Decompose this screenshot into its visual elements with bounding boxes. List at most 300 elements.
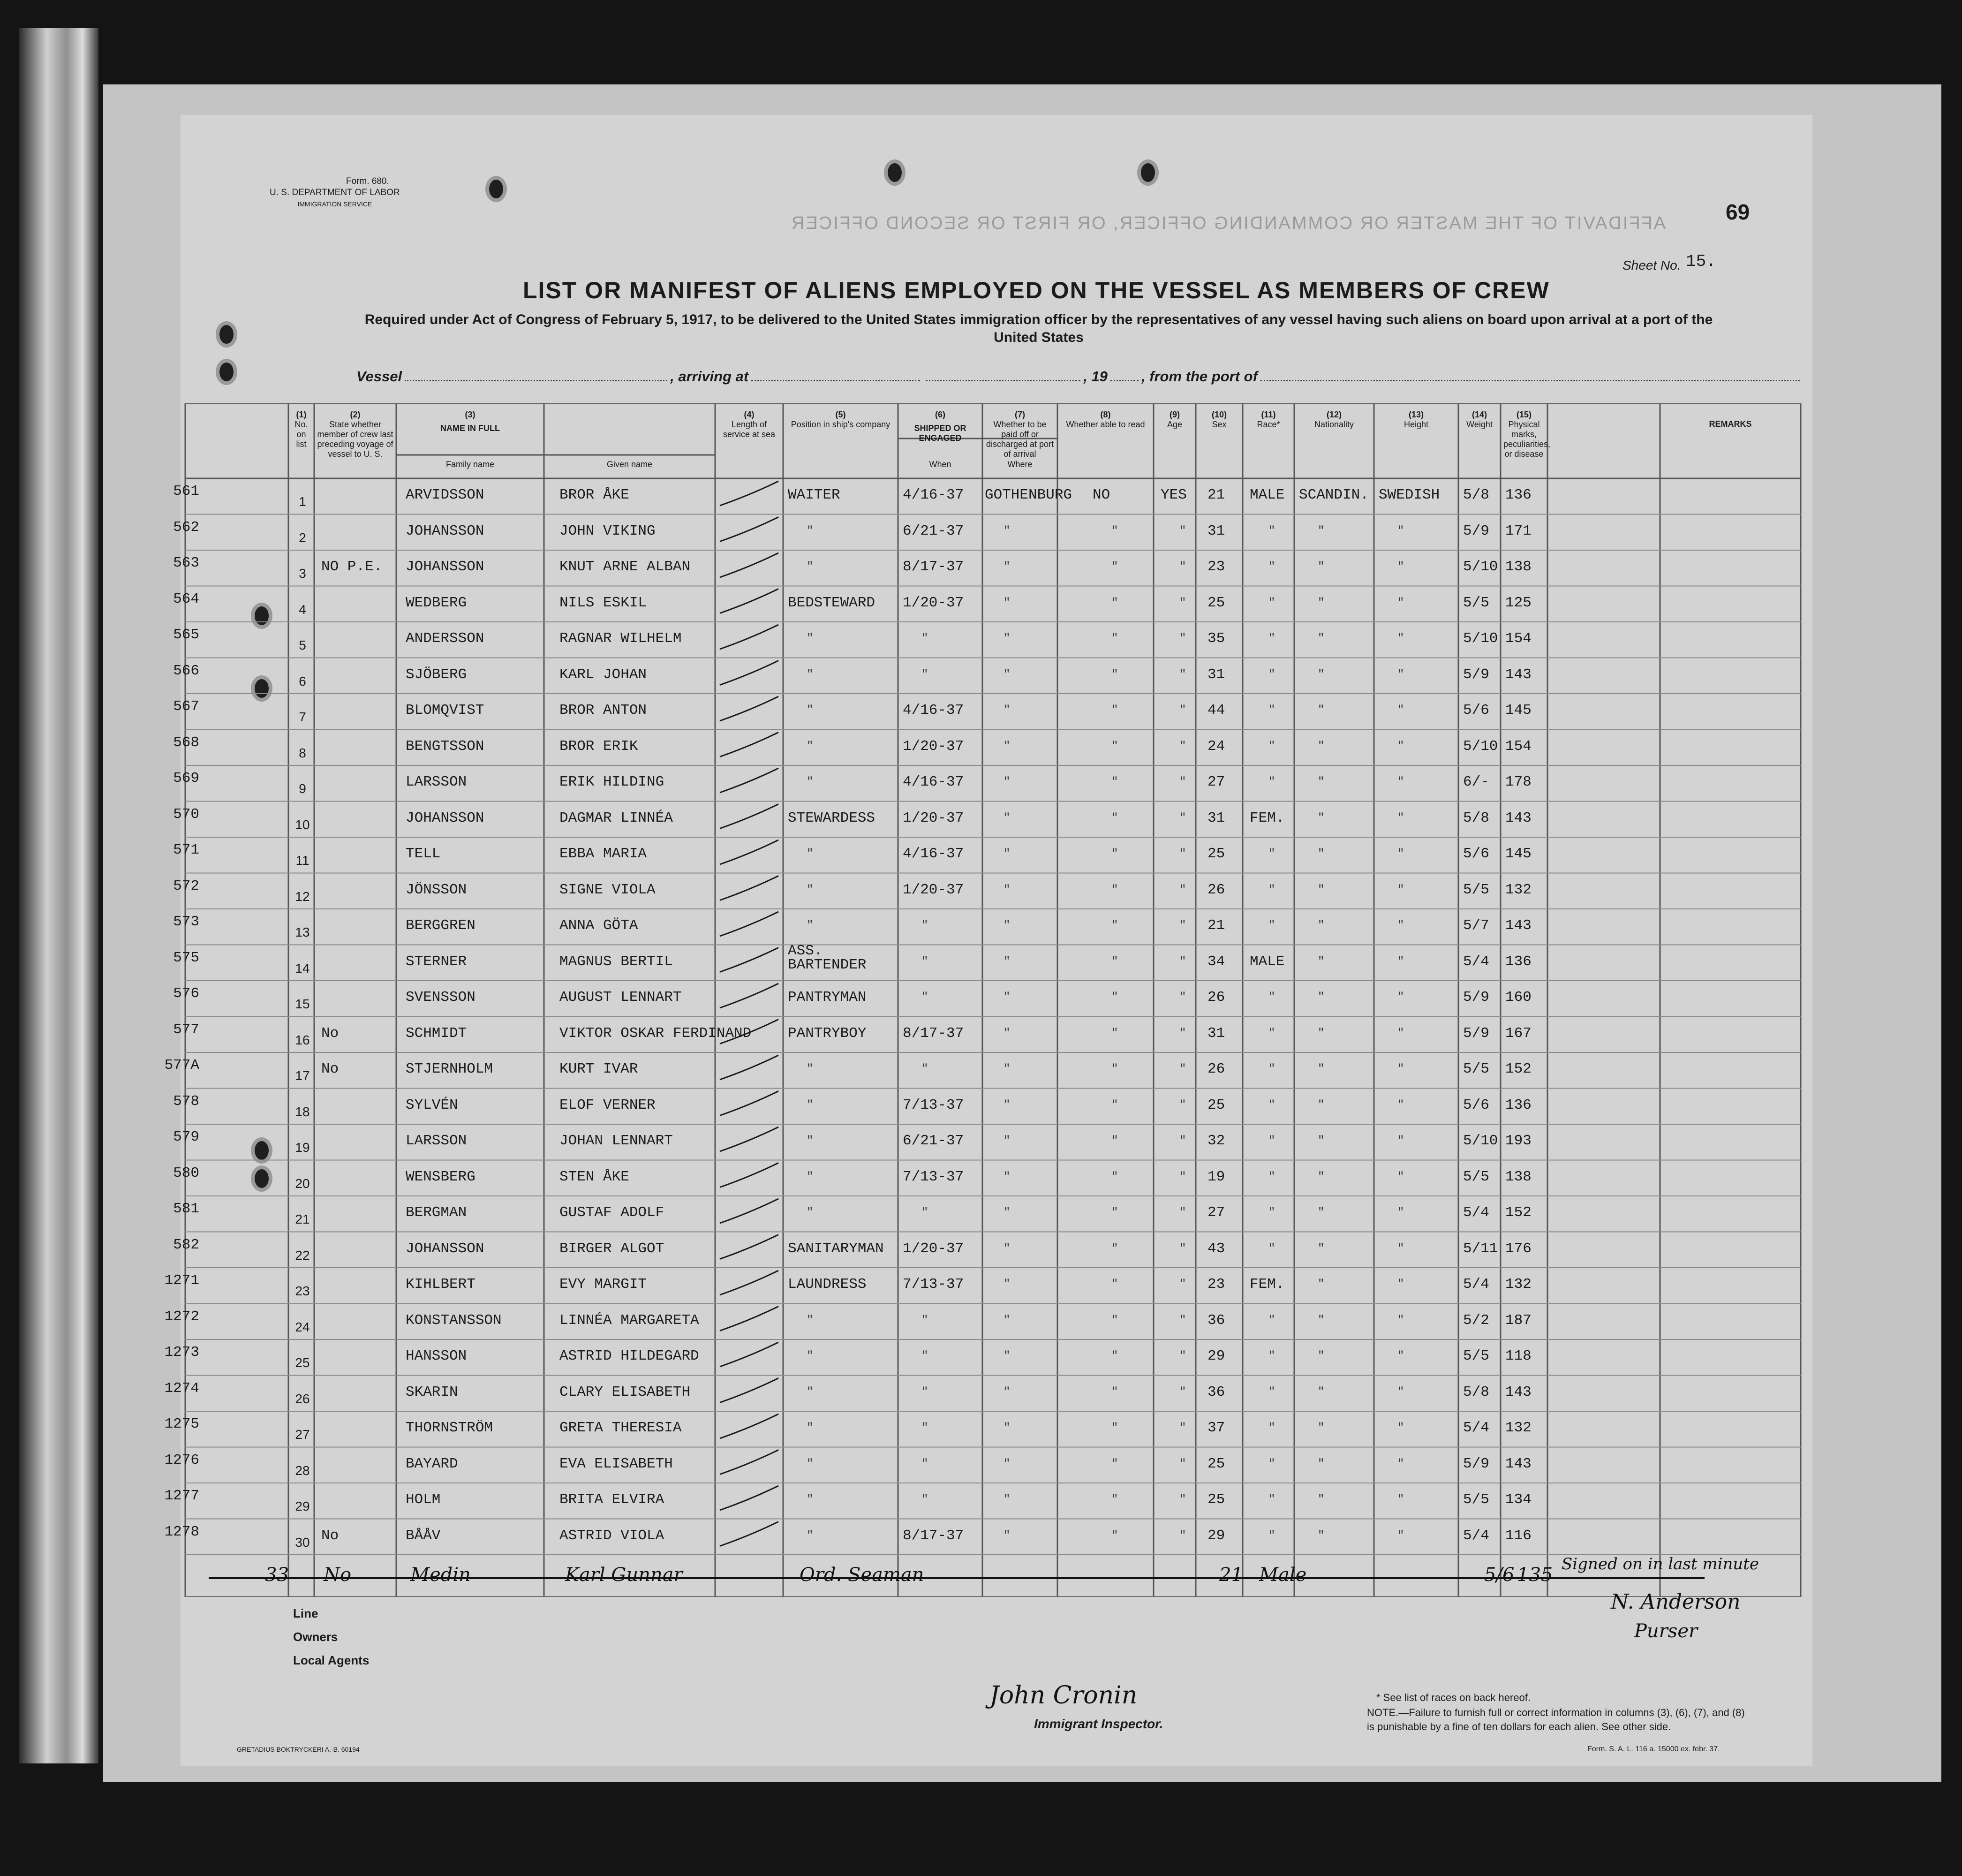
nationality-cell: " <box>1397 955 1404 968</box>
check-mark <box>720 553 778 577</box>
nationality-cell: " <box>1397 776 1404 788</box>
sex-cell: " <box>1268 1206 1275 1219</box>
family-name-cell: SCHMIDT <box>406 1025 467 1042</box>
row-number: 21 <box>295 1212 310 1226</box>
left-margin-number: 579 <box>173 1129 199 1145</box>
height-cell: 5/5 <box>1463 1168 1489 1185</box>
shipped-where-cell: " <box>1004 883 1011 896</box>
left-margin-number: 1278 <box>164 1523 199 1540</box>
manifest-sheet <box>164 115 1812 1766</box>
column-label: Whether to be paid off or discharged at port of arrival <box>986 420 1054 459</box>
shipped-where-cell: GOTHENBURG <box>985 487 1072 503</box>
shipped-when-cell: 1/20-37 <box>903 594 964 611</box>
left-margin-number: 577 <box>173 1021 199 1038</box>
check-mark <box>720 696 778 721</box>
left-margin-number: 562 <box>173 519 199 536</box>
row-number: 20 <box>295 1176 310 1191</box>
form-number: Form. 680. <box>346 176 389 186</box>
able-to-read-cell: " <box>1179 811 1186 825</box>
check-mark <box>720 1235 778 1259</box>
shipped-where-cell: " <box>1004 1170 1011 1183</box>
sex-cell: " <box>1268 1457 1275 1470</box>
given-name-cell: DAGMAR LINNÉA <box>559 809 673 826</box>
position-cell: PANTRYBOY <box>788 1025 867 1042</box>
height-cell: 5/9 <box>1463 989 1489 1006</box>
nationality-cell: " <box>1397 1242 1404 1255</box>
age-cell: 29 <box>1207 1527 1225 1544</box>
year-field <box>1110 371 1139 381</box>
row-number: 16 <box>295 1032 310 1047</box>
local-agents-label: Local Agents <box>293 1653 370 1667</box>
able-to-read-cell: " <box>1179 704 1186 717</box>
height-cell: 5/7 <box>1463 917 1489 934</box>
family-name-cell: LARSSON <box>406 1133 467 1149</box>
bleed-through-text: AFFIDAVIT OF THE MASTER OR COMMANDING OFFICER, OR FIRST OR SECOND OFFICER <box>790 213 1666 233</box>
weight-cell: 154 <box>1505 738 1532 755</box>
column-number: (13) <box>1408 410 1424 419</box>
nationality-cell: " <box>1397 1135 1404 1147</box>
position-cell: " <box>807 1422 814 1434</box>
weight-cell: 138 <box>1505 1168 1532 1185</box>
left-margin-number: 1275 <box>164 1416 199 1432</box>
weight-cell: 143 <box>1505 809 1532 826</box>
shipped-where-cell: " <box>1004 1385 1011 1399</box>
weight-cell: 132 <box>1505 1276 1532 1293</box>
left-margin-number: 582 <box>173 1236 199 1253</box>
row-number: 24 <box>295 1319 310 1334</box>
able-to-read-cell: " <box>1179 1529 1186 1542</box>
sex-cell: " <box>1268 632 1275 645</box>
nationality-cell: SWEDISH <box>1379 487 1440 503</box>
sex-cell: " <box>1268 740 1275 753</box>
weight-cell: 143 <box>1505 1455 1532 1472</box>
age-cell: 25 <box>1207 1455 1225 1472</box>
paid-off-cell: " <box>1111 596 1118 609</box>
shipped-where-cell: " <box>1004 1422 1011 1434</box>
position-cell: SANITARYMAN <box>788 1240 884 1257</box>
sheet-number: 15. <box>1686 252 1716 271</box>
left-margin-number: 1271 <box>164 1272 199 1289</box>
family-name-cell: KIHLBERT <box>406 1276 475 1293</box>
race-cell: " <box>1318 1350 1325 1362</box>
row-number: 9 <box>299 781 306 796</box>
able-to-read-cell: " <box>1179 596 1186 609</box>
given-name-cell: ASTRID HILDEGARD <box>559 1348 699 1364</box>
position-cell: PANTRYMAN <box>788 989 867 1006</box>
race-cell: " <box>1318 1242 1325 1255</box>
column-number: (11) <box>1261 410 1276 419</box>
family-name-cell: SVENSSON <box>406 989 475 1006</box>
position-cell: " <box>807 740 814 753</box>
given-name-cell: VIKTOR OSKAR FERDINAND <box>559 1025 752 1042</box>
given-name-cell: MAGNUS BERTIL <box>559 953 673 970</box>
age-cell: 21 <box>1207 917 1225 934</box>
sex-cell: " <box>1268 668 1275 681</box>
position-cell: " <box>807 919 814 932</box>
shipped-where-cell: " <box>1004 811 1011 825</box>
age-cell: 31 <box>1207 666 1225 683</box>
able-to-read-cell: " <box>1179 1098 1186 1112</box>
weight-cell: 154 <box>1505 630 1532 647</box>
race-cell: " <box>1318 596 1325 609</box>
row-number: 8 <box>299 745 306 760</box>
nationality-cell: " <box>1397 919 1404 932</box>
sex-cell: " <box>1268 1422 1275 1434</box>
race-cell: SCANDIN. <box>1299 487 1369 503</box>
shipped-where-cell: " <box>1004 991 1011 1004</box>
age-cell: 19 <box>1207 1168 1225 1185</box>
sex-cell: " <box>1268 776 1275 788</box>
left-margin-number: 564 <box>173 590 199 607</box>
check-mark <box>720 1091 778 1116</box>
shipped-when-cell: " <box>921 1314 928 1327</box>
shipped-when-cell: " <box>921 1350 928 1362</box>
able-to-read-cell: " <box>1179 1350 1186 1362</box>
left-margin-number: 576 <box>173 985 199 1002</box>
vessel-field <box>405 371 667 381</box>
check-mark <box>720 1414 778 1438</box>
row-number: 4 <box>299 602 306 617</box>
check-mark <box>720 625 778 649</box>
family-name-cell: WENSBERG <box>406 1168 475 1185</box>
weight-cell: 138 <box>1505 559 1532 575</box>
shipped-where-cell: " <box>1004 1242 1011 1255</box>
race-cell: " <box>1318 1493 1325 1506</box>
position-cell: STEWARDESS <box>788 809 875 826</box>
check-mark <box>720 912 778 936</box>
hand-age: 21 <box>1219 1564 1243 1586</box>
nationality-cell: " <box>1397 1278 1404 1291</box>
shipped-when-cell: " <box>921 991 928 1004</box>
able-to-read-cell: " <box>1179 1457 1186 1470</box>
age-cell: 31 <box>1207 522 1225 539</box>
column-label: Race* <box>1257 420 1280 429</box>
weight-cell: 171 <box>1505 522 1532 539</box>
position-cell: " <box>807 776 814 788</box>
shipped-where-cell: " <box>1004 1529 1011 1542</box>
position-cell: BEDSTEWARD <box>788 594 875 611</box>
family-name-cell: JÖNSSON <box>406 881 467 898</box>
race-cell: " <box>1318 1027 1325 1040</box>
shipped-where-cell: " <box>1004 1457 1011 1470</box>
row-number: 18 <box>295 1104 310 1119</box>
sex-cell: " <box>1268 1242 1275 1255</box>
height-cell: 5/6 <box>1463 1097 1489 1113</box>
family-name-cell: BERGGREN <box>406 917 475 934</box>
hand-weight: 135 <box>1517 1564 1553 1586</box>
year-label: , 19 <box>1083 368 1108 385</box>
height-cell: 5/10 <box>1463 1133 1498 1149</box>
able-to-read-cell: " <box>1179 1027 1186 1040</box>
given-name-cell: KURT IVAR <box>559 1061 638 1077</box>
row-number: 25 <box>295 1355 310 1370</box>
owners-label: Owners <box>293 1630 338 1644</box>
age-cell: 27 <box>1207 774 1225 790</box>
arriving-label: , arriving at <box>670 368 749 385</box>
left-margin-number: 570 <box>173 806 199 823</box>
shipped-where-cell: " <box>1004 560 1011 573</box>
left-margin-number: 571 <box>173 842 199 858</box>
able-to-read-cell: " <box>1179 955 1186 968</box>
sex-cell: " <box>1268 560 1275 573</box>
check-mark <box>720 840 778 864</box>
paid-off-cell: " <box>1111 1278 1118 1291</box>
hand-signer: N. Anderson <box>1611 1590 1741 1614</box>
paid-off-cell: " <box>1111 740 1118 753</box>
shipped-when-cell: 1/20-37 <box>903 881 964 898</box>
paid-off-cell: " <box>1111 704 1118 717</box>
check-mark <box>720 1199 778 1223</box>
vessel-label: Vessel <box>356 368 402 385</box>
family-name-cell: WEDBERG <box>406 594 467 611</box>
hand-given: Karl Gunnar <box>565 1564 683 1586</box>
position-cell: " <box>807 883 814 896</box>
row-number: 29 <box>295 1499 310 1513</box>
weight-cell: 152 <box>1505 1204 1532 1221</box>
nationality-cell: " <box>1397 560 1404 573</box>
age-cell: 23 <box>1207 559 1225 575</box>
race-cell: " <box>1318 1170 1325 1183</box>
nationality-cell: " <box>1397 668 1404 681</box>
able-to-read-cell: " <box>1179 1170 1186 1183</box>
shipped-when-cell: 4/16-37 <box>903 702 964 719</box>
given-name-cell: JOHN VIKING <box>559 522 656 539</box>
paid-off-cell: " <box>1111 1457 1118 1470</box>
subcolumn-where: Where <box>1007 460 1033 469</box>
height-cell: 5/9 <box>1463 1025 1489 1042</box>
age-cell: 29 <box>1207 1348 1225 1364</box>
nationality-cell: " <box>1397 740 1404 753</box>
column-number: (4) <box>744 410 755 419</box>
position-cell: " <box>807 668 814 681</box>
family-name-cell: KONSTANSSON <box>406 1312 502 1329</box>
weight-cell: 178 <box>1505 774 1532 790</box>
inspector-label: Immigrant Inspector. <box>1034 1717 1163 1731</box>
height-cell: 5/5 <box>1463 881 1489 898</box>
row-number: 30 <box>295 1535 310 1550</box>
left-margin-number: 578 <box>173 1093 199 1110</box>
age-cell: 26 <box>1207 1061 1225 1077</box>
able-to-read-cell: " <box>1179 560 1186 573</box>
sex-cell: " <box>1268 847 1275 860</box>
position-cell: " <box>807 1098 814 1112</box>
race-cell: " <box>1318 1278 1325 1291</box>
nationality-cell: " <box>1397 1422 1404 1434</box>
sex-cell: " <box>1268 1314 1275 1327</box>
check-mark <box>720 1307 778 1331</box>
race-cell: " <box>1318 1098 1325 1112</box>
punch-hole <box>216 321 237 348</box>
able-to-read-cell: " <box>1179 1063 1186 1075</box>
able-to-read-cell: " <box>1179 740 1186 753</box>
shipped-when-cell: " <box>921 1493 928 1506</box>
family-name-cell: SYLVÉN <box>406 1097 458 1113</box>
race-cell: " <box>1318 632 1325 645</box>
family-name-cell: JOHANSSON <box>406 522 484 539</box>
row-number: 1 <box>299 494 306 509</box>
column-label: NAME IN FULL <box>440 424 500 433</box>
row-number: 5 <box>299 638 306 652</box>
race-cell: " <box>1318 740 1325 753</box>
position-cell: " <box>807 1529 814 1542</box>
weight-cell: 145 <box>1505 846 1532 862</box>
height-cell: 5/9 <box>1463 522 1489 539</box>
column-number: (5) <box>835 410 846 419</box>
shipped-when-cell: 4/16-37 <box>903 846 964 862</box>
position-cell: " <box>807 632 814 645</box>
shipped-when-cell: " <box>921 1422 928 1434</box>
weight-cell: 118 <box>1505 1348 1532 1364</box>
sex-cell: FEM. <box>1250 1276 1285 1293</box>
left-margin-number: 563 <box>173 555 199 571</box>
weight-cell: 132 <box>1505 881 1532 898</box>
shipped-when-cell: " <box>921 668 928 681</box>
shipped-when-cell: " <box>921 632 928 645</box>
row-number: 13 <box>295 925 310 939</box>
position-cell: " <box>807 704 814 717</box>
binder-edge <box>19 28 98 1763</box>
age-cell: 24 <box>1207 738 1225 755</box>
row-number: 15 <box>295 997 310 1011</box>
sex-cell: " <box>1268 704 1275 717</box>
age-cell: 32 <box>1207 1133 1225 1149</box>
given-name-cell: ANNA GÖTA <box>559 917 638 934</box>
sex-cell: " <box>1268 1063 1275 1075</box>
weight-cell: 116 <box>1505 1527 1532 1544</box>
paid-off-cell: " <box>1111 1206 1118 1219</box>
age-cell: 34 <box>1207 953 1225 970</box>
nationality-cell: " <box>1397 704 1404 717</box>
sex-cell: " <box>1268 1529 1275 1542</box>
race-cell: " <box>1318 1457 1325 1470</box>
age-cell: 35 <box>1207 630 1225 647</box>
weight-cell: 136 <box>1505 487 1532 503</box>
race-cell: " <box>1318 919 1325 932</box>
vessel-line <box>356 368 1803 385</box>
weight-cell: 136 <box>1505 953 1532 970</box>
position-cell: " <box>807 1493 814 1506</box>
given-name-cell: BROR ERIK <box>559 738 638 755</box>
nationality-cell: " <box>1397 1529 1404 1542</box>
given-name-cell: STEN ÅKE <box>559 1168 629 1185</box>
check-mark <box>720 1020 778 1044</box>
shipped-where-cell: " <box>1004 704 1011 717</box>
prev-voyage-cell: No <box>321 1527 339 1544</box>
given-name-cell: BIRGER ALGOT <box>559 1240 664 1257</box>
nationality-cell: " <box>1397 1385 1404 1399</box>
nationality-cell: " <box>1397 847 1404 860</box>
check-mark <box>720 1055 778 1080</box>
nationality-cell: " <box>1397 883 1404 896</box>
hand-height: 5/6 <box>1484 1564 1515 1586</box>
paid-off-cell: " <box>1111 560 1118 573</box>
left-margin-number: 567 <box>173 698 199 715</box>
left-margin-number: 1276 <box>164 1452 199 1468</box>
check-mark <box>720 948 778 972</box>
column-number: (9) <box>1170 410 1180 419</box>
family-name-cell: HANSSON <box>406 1348 467 1364</box>
races-note: * See list of races on back hereof. <box>1376 1692 1531 1703</box>
paid-off-cell: " <box>1111 1529 1118 1542</box>
document-subtitle: Required under Act of Congress of February 5, 1917, to be delivered to the United States immigration officer by the representatives of any vessel having such aliens on board upon arrival at a port of the United States <box>364 312 1713 345</box>
check-mark <box>720 1378 778 1403</box>
nationality-cell: " <box>1397 1170 1404 1183</box>
left-margin-number: 569 <box>173 770 199 787</box>
position-cell: " <box>807 1170 814 1183</box>
family-name-cell: JOHANSSON <box>406 809 484 826</box>
position-cell: " <box>807 1206 814 1219</box>
shipped-where-cell: " <box>1004 1135 1011 1147</box>
line-label: Line <box>293 1606 318 1620</box>
column-number: (15) <box>1516 410 1532 419</box>
race-cell: " <box>1318 991 1325 1004</box>
check-mark <box>720 1163 778 1188</box>
row-number: 2 <box>299 530 306 545</box>
department-block <box>270 176 400 210</box>
check-mark <box>720 1127 778 1151</box>
position-cell: " <box>807 1314 814 1327</box>
given-name-cell: EVA ELISABETH <box>559 1455 673 1472</box>
age-cell: 27 <box>1207 1204 1225 1221</box>
nationality-cell: " <box>1397 1063 1404 1075</box>
left-margin-number: 1272 <box>164 1308 199 1325</box>
column-number: (14) <box>1472 410 1487 419</box>
able-to-read-cell: " <box>1179 1242 1186 1255</box>
sex-cell: " <box>1268 1027 1275 1040</box>
column-number: (3) <box>465 410 475 419</box>
left-margin-number: 1277 <box>164 1488 199 1504</box>
check-mark <box>720 481 778 506</box>
able-to-read-cell: " <box>1179 632 1186 645</box>
row-number: 14 <box>295 961 310 976</box>
sex-cell: " <box>1268 596 1275 609</box>
paid-off-cell: " <box>1111 1242 1118 1255</box>
sex-cell: " <box>1268 1170 1275 1183</box>
nationality-cell: " <box>1397 632 1404 645</box>
age-cell: 25 <box>1207 846 1225 862</box>
subcolumn-family: Family name <box>445 460 495 469</box>
paid-off-cell: " <box>1111 1493 1118 1506</box>
shipped-when-cell: 7/13-37 <box>903 1168 964 1185</box>
column-label: Position in ship's company <box>791 420 890 429</box>
able-to-read-cell: YES <box>1161 487 1187 503</box>
height-cell: 5/8 <box>1463 809 1489 826</box>
height-cell: 5/2 <box>1463 1312 1489 1329</box>
check-mark <box>720 983 778 1008</box>
column-number: (6) <box>935 410 945 419</box>
column-label: SHIPPED OR ENGAGED <box>914 424 966 443</box>
check-mark <box>720 733 778 757</box>
height-cell: 5/8 <box>1463 1384 1489 1400</box>
able-to-read-cell: " <box>1179 1135 1186 1147</box>
able-to-read-cell: " <box>1179 668 1186 681</box>
age-cell: 43 <box>1207 1240 1225 1257</box>
hand-left-number: 33 <box>265 1564 289 1586</box>
shipped-where-cell: " <box>1004 740 1011 753</box>
sheet-label: Sheet No. <box>1622 258 1681 272</box>
paid-off-cell: NO <box>1093 487 1110 503</box>
shipped-where-cell: " <box>1004 919 1011 932</box>
weight-cell: 143 <box>1505 917 1532 934</box>
paid-off-cell: " <box>1111 1350 1118 1362</box>
paid-off-cell: " <box>1111 1027 1118 1040</box>
weight-cell: 145 <box>1505 702 1532 719</box>
given-name-cell: EBBA MARIA <box>559 846 647 862</box>
row-number: 22 <box>295 1248 310 1263</box>
nationality-cell: " <box>1397 1098 1404 1112</box>
shipped-when-cell: " <box>921 1206 928 1219</box>
department-name: U. S. DEPARTMENT OF LABOR <box>270 188 400 197</box>
